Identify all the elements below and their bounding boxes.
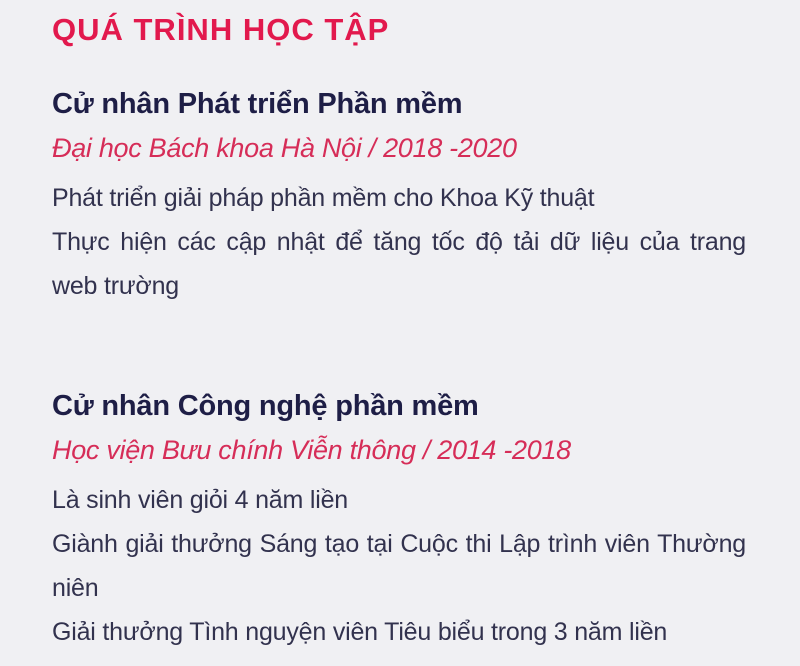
institution-period: Học viện Bưu chính Viễn thông / 2014 -2018 [52,435,571,465]
detail-line: Giải thưởng Tình nguyện viên Tiêu biểu trong 3 năm liền [52,618,668,646]
education-entry [52,86,746,308]
detail-line: Là sinh viên giỏi 4 năm liền [52,486,348,514]
detail-line: Thực hiện các cập nhật để tăng tốc độ tải dữ liệu của trang web trường [52,228,746,300]
institution-period: Đại học Bách khoa Hà Nội / 2018 -2020 [52,133,517,163]
degree-title: Cử nhân Công nghệ phần mềm [52,390,479,422]
education-entry [52,388,746,654]
degree-title: Cử nhân Phát triển Phần mềm [52,88,463,120]
detail-line: Phát triển giải pháp phần mềm cho Khoa Kỹ thuật [52,184,595,212]
section-title: QUÁ TRÌNH HỌC TẬP [52,12,390,47]
detail-line: Giành giải thưởng Sáng tạo tại Cuộc thi Lập trình viên Thường niên [52,530,746,602]
